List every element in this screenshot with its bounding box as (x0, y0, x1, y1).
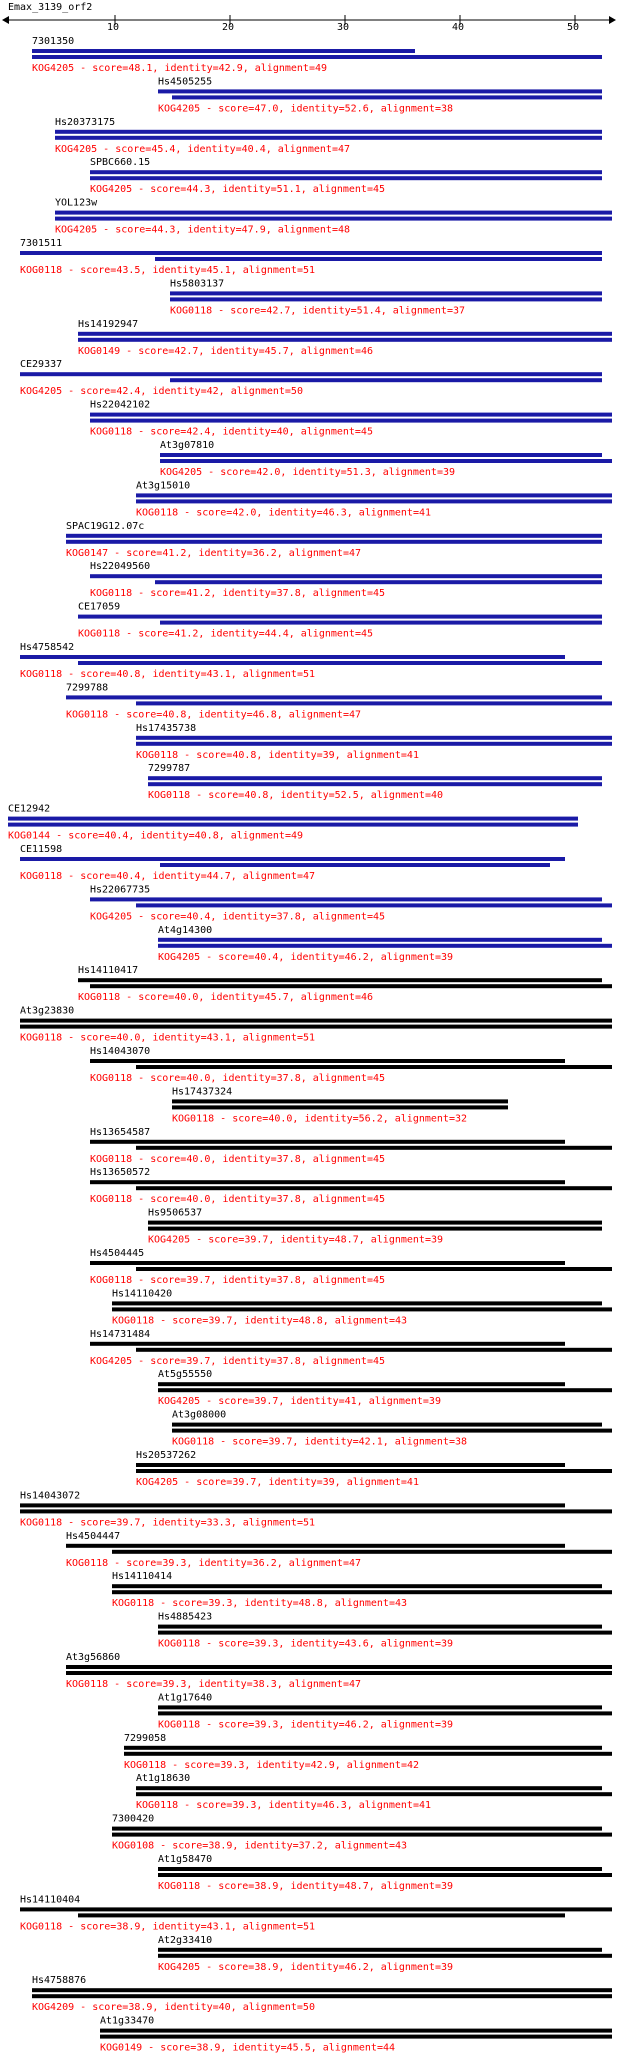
hit-name: Hs4758876 (32, 1975, 87, 1987)
hit-row (90, 1329, 612, 1367)
hit-description: KOG0118 - score=41.2, identity=44.4, alignment=45 (78, 628, 374, 640)
alignment-bar (20, 1019, 612, 1023)
alignment-bar (55, 211, 612, 215)
axis-tick-label: 50 (567, 22, 580, 33)
axis-tick-label: 10 (107, 22, 120, 33)
hit-description: KOG0108 - score=38.9, identity=37.2, alignment=43 (112, 1840, 408, 1852)
hit-description: KOG0118 - score=40.0, identity=37.8, alignment=45 (90, 1073, 386, 1084)
hit-row (160, 440, 612, 478)
hit-description: KOG4205 - score=38.9, identity=46.2, alignment=39 (158, 1961, 454, 1973)
hit-row (172, 1086, 508, 1124)
hit-row (112, 1571, 612, 1609)
hit-row (158, 1854, 612, 1892)
alignment-bar (90, 1059, 565, 1063)
alignment-bar (112, 1833, 612, 1837)
hit-name: CE12942 (8, 803, 51, 815)
alignment-bar (32, 49, 415, 53)
alignment-bar (90, 170, 602, 174)
alignment-bar (136, 701, 612, 705)
alignment-bar (148, 1227, 602, 1231)
hit-description: KOG0118 - score=39.7, identity=37.8, alignment=45 (90, 1275, 386, 1286)
alignment-bar (32, 1988, 612, 1992)
hit-name: Hs17435738 (136, 722, 197, 734)
alignment-bar (155, 580, 602, 584)
hit-row (158, 1612, 612, 1650)
alignment-bar (136, 493, 612, 497)
alignment-bar (158, 1631, 612, 1635)
alignment-bar (136, 1267, 612, 1271)
hit-name: CE17059 (78, 601, 121, 613)
alignment-bar (90, 1140, 565, 1144)
hit-name: SPBC660.15 (90, 157, 151, 169)
alignment-bar (170, 291, 602, 295)
hit-row (158, 1935, 612, 1973)
hit-name: Hs17437324 (172, 1086, 233, 1098)
hit-name: 7299058 (124, 1732, 167, 1744)
hit-name: Hs20373175 (55, 116, 116, 128)
hit-name: At3g07810 (160, 440, 215, 451)
hit-row (20, 642, 602, 680)
hit-description: KOG0118 - score=39.7, identity=42.1, alignment=38 (172, 1436, 468, 1448)
alignment-bar (90, 897, 602, 901)
alignment-bar (124, 1752, 612, 1756)
hit-row (78, 602, 602, 640)
hit-row (90, 1046, 612, 1084)
alignment-bar (136, 1065, 612, 1069)
hit-description: KOG4205 - score=44.3, identity=47.9, alignment=48 (55, 224, 351, 236)
alignment-bar (66, 695, 602, 699)
alignment-bar (136, 903, 612, 907)
alignment-bar (90, 413, 612, 417)
alignment-bar (155, 257, 602, 261)
alignment-bar (90, 1180, 565, 1184)
alignment-bar (158, 89, 602, 93)
alignment-bar (112, 1301, 602, 1305)
hit-row (90, 884, 612, 922)
alignment-bar (158, 938, 602, 942)
hit-name: 7301350 (32, 36, 75, 47)
hit-description: KOG0149 - score=38.9, identity=45.5, alignment=44 (100, 2042, 396, 2054)
hit-name: At1g33470 (100, 2015, 155, 2027)
alignment-bar (148, 782, 602, 786)
hit-description: KOG0118 - score=42.7, identity=51.4, alignment=37 (170, 305, 466, 317)
alignment-bar (158, 1382, 565, 1386)
hit-row (158, 76, 602, 114)
axis-tick-label: 40 (452, 22, 465, 33)
hit-name: At3g56860 (66, 1652, 121, 1663)
hit-description: KOG0118 - score=41.2, identity=37.8, alignment=45 (90, 588, 386, 600)
hit-description: KOG0118 - score=39.7, identity=33.3, alignment=51 (20, 1517, 316, 1529)
hit-description: KOG4205 - score=42.4, identity=42, alignment=50 (20, 386, 303, 398)
hit-row (20, 238, 602, 276)
alignment-bar (136, 1146, 612, 1150)
hit-description: KOG4205 - score=39.7, identity=37.8, alignment=45 (90, 1355, 386, 1367)
hit-description: KOG0118 - score=39.3, identity=46.3, alignment=41 (136, 1800, 432, 1812)
hit-row (148, 1208, 602, 1246)
hit-row (20, 1006, 612, 1044)
hits-group (8, 36, 612, 2054)
hit-row (20, 844, 565, 882)
hit-name: Hs4505255 (158, 76, 213, 88)
hit-description: KOG4205 - score=40.4, identity=46.2, alignment=39 (158, 951, 454, 963)
hit-row (55, 198, 612, 236)
alignment-bar (32, 55, 602, 59)
alignment-bar (170, 378, 602, 382)
hit-row (90, 1127, 612, 1165)
alignment-bar (66, 534, 602, 538)
alignment-bar (112, 1827, 602, 1831)
hit-name: At3g15010 (136, 480, 191, 492)
hit-name: Hs4504447 (66, 1530, 121, 1542)
alignment-bar (90, 574, 602, 578)
hit-row (170, 278, 602, 316)
alignment-bar (160, 863, 550, 867)
hit-row (8, 804, 578, 842)
hit-row (112, 1814, 612, 1852)
hit-name: Hs5803137 (170, 278, 225, 290)
hit-row (112, 1288, 612, 1326)
hit-name: Hs22067735 (90, 884, 151, 896)
hit-name: Hs14110417 (78, 965, 139, 977)
alignment-bar (112, 1584, 602, 1588)
hit-name: Hs4885423 (158, 1611, 213, 1623)
alignment-bar (66, 1544, 565, 1548)
alignment-bar (78, 1913, 565, 1917)
alignment-bar (78, 615, 602, 619)
hit-description: KOG0118 - score=39.7, identity=48.8, alignment=43 (112, 1315, 408, 1327)
alignment-bar (172, 1423, 602, 1427)
hit-description: KOG0118 - score=39.3, identity=46.2, alignment=39 (158, 1719, 454, 1731)
alignment-bar (158, 1867, 602, 1871)
hit-row (90, 157, 602, 195)
alignment-bar (136, 1469, 612, 1473)
alignment-bar (20, 1503, 565, 1507)
hit-name: 7300420 (112, 1813, 155, 1825)
hit-name: Hs13650572 (90, 1167, 151, 1179)
hit-description: KOG0118 - score=43.5, identity=45.1, alignment=51 (20, 265, 316, 276)
axis-right-arrow (609, 16, 616, 24)
hit-name: Hs4758542 (20, 642, 75, 653)
hit-name: At4g14300 (158, 924, 213, 936)
alignment-bar (100, 2035, 612, 2039)
hit-description: KOG0118 - score=39.3, identity=38.3, alignment=47 (66, 1679, 362, 1690)
alignment-bar (78, 661, 602, 665)
hit-description: KOG0118 - score=39.3, identity=42.9, alignment=42 (124, 1759, 420, 1771)
alignment-bar (112, 1307, 612, 1311)
alignment-bar (20, 655, 565, 659)
alignment-bar (32, 1994, 612, 1998)
alignment-bar (100, 2029, 612, 2033)
hit-name: Hs14043070 (90, 1046, 151, 1057)
hit-description: KOG0118 - score=40.0, identity=37.8, alignment=45 (90, 1194, 386, 1206)
hit-name: Hs14731484 (90, 1328, 151, 1340)
hit-row (66, 1652, 612, 1690)
hit-name: At3g08000 (172, 1409, 227, 1421)
alignment-bar (136, 736, 612, 740)
query-title: Emax_3139_orf2 (8, 2, 93, 13)
hit-row (158, 925, 612, 963)
axis-tick-label: 20 (222, 22, 235, 33)
hit-name: At1g17640 (158, 1692, 213, 1704)
alignment-bar (8, 817, 578, 821)
alignment-bar (148, 1221, 602, 1225)
hit-row (172, 1410, 612, 1448)
hit-description: KOG0149 - score=42.7, identity=45.7, alignment=46 (78, 345, 374, 357)
hit-name: SPAC19G12.07c (66, 520, 145, 532)
hit-row (32, 1975, 612, 2013)
hit-description: KOG4205 - score=44.3, identity=51.1, alignment=45 (90, 184, 386, 196)
alignment-bar (112, 1550, 612, 1554)
hit-description: KOG4209 - score=38.9, identity=40, alignment=50 (32, 2002, 315, 2014)
alignment-bar (66, 1671, 612, 1675)
alignment-bar (90, 984, 612, 988)
hit-row (136, 1773, 612, 1811)
hit-name: Hs9506537 (148, 1207, 203, 1219)
hit-name: At1g58470 (158, 1854, 213, 1865)
alignment-bar (158, 1711, 612, 1715)
hit-description: KOG0118 - score=40.8, identity=43.1, alignment=51 (20, 669, 316, 680)
hit-row (66, 682, 612, 720)
hit-row (78, 965, 612, 1003)
hit-name: YOL123w (55, 197, 98, 209)
hit-name: 7301511 (20, 238, 63, 249)
hit-description: KOG4205 - score=47.0, identity=52.6, alignment=38 (158, 103, 454, 115)
hit-description: KOG0118 - score=40.8, identity=46.8, alignment=47 (66, 709, 362, 721)
hit-name: At1g18630 (136, 1773, 191, 1785)
hit-name: At3g23830 (20, 1005, 75, 1017)
alignment-bar (55, 130, 602, 134)
hit-row (124, 1733, 612, 1771)
hit-description: KOG0118 - score=39.3, identity=48.8, alignment=43 (112, 1598, 408, 1610)
hit-row (20, 1894, 612, 1932)
hit-row (55, 117, 602, 155)
hit-row (90, 400, 612, 438)
alignment-bar (8, 823, 578, 827)
alignment-bar (124, 1746, 602, 1750)
hit-name: Hs13654587 (90, 1126, 151, 1138)
alignment-bar (136, 1792, 612, 1796)
hit-row (158, 1692, 612, 1730)
alignment-bar (20, 1025, 612, 1029)
hit-description: KOG0118 - score=40.8, identity=52.5, alignment=40 (148, 790, 444, 802)
alignment-bar (160, 621, 602, 625)
alignment-bar (136, 742, 612, 746)
hit-name: 7299788 (66, 682, 109, 694)
alignment-bar (55, 136, 602, 140)
alignment-bar (20, 372, 602, 376)
alignment-bar (20, 1907, 612, 1911)
alignment-bar (112, 1590, 612, 1594)
alignment-bar (158, 1948, 602, 1952)
alignment-bar (136, 1786, 602, 1790)
hit-description: KOG0118 - score=38.9, identity=48.7, alignment=39 (158, 1881, 454, 1892)
hit-name: Hs14110420 (112, 1288, 173, 1300)
hit-description: KOG0147 - score=41.2, identity=36.2, alignment=47 (66, 547, 362, 559)
alignment-bar (90, 1261, 565, 1265)
hit-row (20, 359, 602, 397)
hit-description: KOG4205 - score=40.4, identity=37.8, alignment=45 (90, 911, 386, 923)
alignment-bar (78, 332, 612, 336)
hit-description: KOG4205 - score=48.1, identity=42.9, alignment=49 (32, 63, 328, 74)
hit-description: KOG0118 - score=40.8, identity=39, alignment=41 (136, 749, 419, 761)
alignment-bar (136, 1463, 565, 1467)
hit-row (66, 1531, 612, 1569)
alignment-bar (20, 251, 602, 255)
alignment-bar (136, 1186, 612, 1190)
hit-description: KOG0118 - score=40.0, identity=45.7, alignment=46 (78, 992, 374, 1004)
hit-row (136, 723, 612, 761)
hit-description: KOG0118 - score=39.3, identity=36.2, alignment=47 (66, 1557, 362, 1569)
hit-description: KOG4205 - score=39.7, identity=48.7, alignment=39 (148, 1234, 444, 1246)
alignment-bar (158, 1873, 612, 1877)
alignment-bar (160, 453, 602, 457)
hit-description: KOG0118 - score=40.0, identity=37.8, alignment=45 (90, 1153, 386, 1165)
query-axis (2, 2, 616, 33)
alignment-bar (66, 540, 602, 544)
alignment-bar (55, 217, 612, 221)
hit-description: KOG0118 - score=40.4, identity=44.7, alignment=47 (20, 871, 316, 882)
hit-name: Hs14043072 (20, 1490, 81, 1502)
axis-left-arrow (2, 16, 9, 24)
hit-description: KOG0118 - score=42.4, identity=40, alignment=45 (90, 426, 373, 438)
alignment-bar (90, 1342, 565, 1346)
hit-row (32, 36, 602, 74)
alignment-bar (90, 176, 602, 180)
alignment-bar (158, 1625, 602, 1629)
hit-description: KOG0118 - score=39.3, identity=43.6, alignment=39 (158, 1638, 454, 1650)
hit-description: KOG4205 - score=39.7, identity=41, alignment=39 (158, 1396, 441, 1408)
hit-row (20, 1490, 612, 1528)
hit-row (78, 319, 612, 357)
axis-tick-label: 30 (337, 22, 350, 33)
hit-name: CE11598 (20, 844, 63, 855)
hit-description: KOG4205 - score=39.7, identity=39, alignment=41 (136, 1477, 419, 1488)
hit-description: KOG4205 - score=45.4, identity=40.4, alignment=47 (55, 143, 351, 155)
alignment-bar (20, 1509, 612, 1513)
hit-name: At2g33410 (158, 1934, 213, 1946)
alignment-bar (170, 297, 602, 301)
alignment-bar (136, 1348, 612, 1352)
alignment-bar (158, 1705, 602, 1709)
hit-name: Hs14110404 (20, 1894, 81, 1906)
hit-row (90, 1167, 612, 1205)
alignment-bar (148, 776, 602, 780)
alignment-bar (66, 1665, 612, 1669)
hit-row (90, 1248, 612, 1286)
hit-name: Hs4504445 (90, 1248, 145, 1259)
hit-name: CE29337 (20, 359, 63, 371)
alignment-bar (172, 1429, 612, 1433)
hit-row (66, 521, 602, 559)
alignment-bar (90, 419, 612, 423)
alignment-bar (172, 1099, 508, 1103)
hit-name: Hs14110414 (112, 1571, 173, 1583)
hit-description: KOG0118 - score=42.0, identity=46.3, alignment=41 (136, 507, 432, 519)
alignment-bar (158, 1954, 612, 1958)
hit-row (136, 480, 612, 518)
hit-description: KOG0118 - score=40.0, identity=43.1, alignment=51 (20, 1032, 316, 1044)
alignment-bar (172, 1105, 508, 1109)
alignment-bar (20, 857, 565, 861)
alignment-bar (160, 459, 612, 463)
hit-row (100, 2016, 612, 2054)
hit-name: Hs20537262 (136, 1450, 197, 1461)
hit-row (158, 1369, 612, 1407)
alignment-bar (172, 95, 602, 99)
hit-description: KOG0144 - score=40.4, identity=40.8, alignment=49 (8, 830, 304, 842)
alignment-bar (78, 338, 612, 342)
hit-name: At5g55550 (158, 1369, 213, 1381)
alignment-bar (78, 978, 602, 982)
alignment-bar (158, 944, 612, 948)
hit-description: KOG4205 - score=42.0, identity=51.3, alignment=39 (160, 467, 456, 478)
hit-name: Hs14192947 (78, 318, 139, 330)
hit-row (148, 763, 602, 801)
hit-description: KOG0118 - score=40.0, identity=56.2, alignment=32 (172, 1113, 468, 1125)
hit-name: Hs22042102 (90, 399, 151, 411)
hit-name: 7299787 (148, 763, 191, 775)
alignment-bar (136, 499, 612, 503)
hit-name: Hs22049560 (90, 561, 151, 573)
hit-row (90, 561, 602, 599)
alignment-bar (158, 1388, 612, 1392)
hit-description: KOG0118 - score=38.9, identity=43.1, alignment=51 (20, 1921, 316, 1933)
hit-row (136, 1450, 612, 1488)
